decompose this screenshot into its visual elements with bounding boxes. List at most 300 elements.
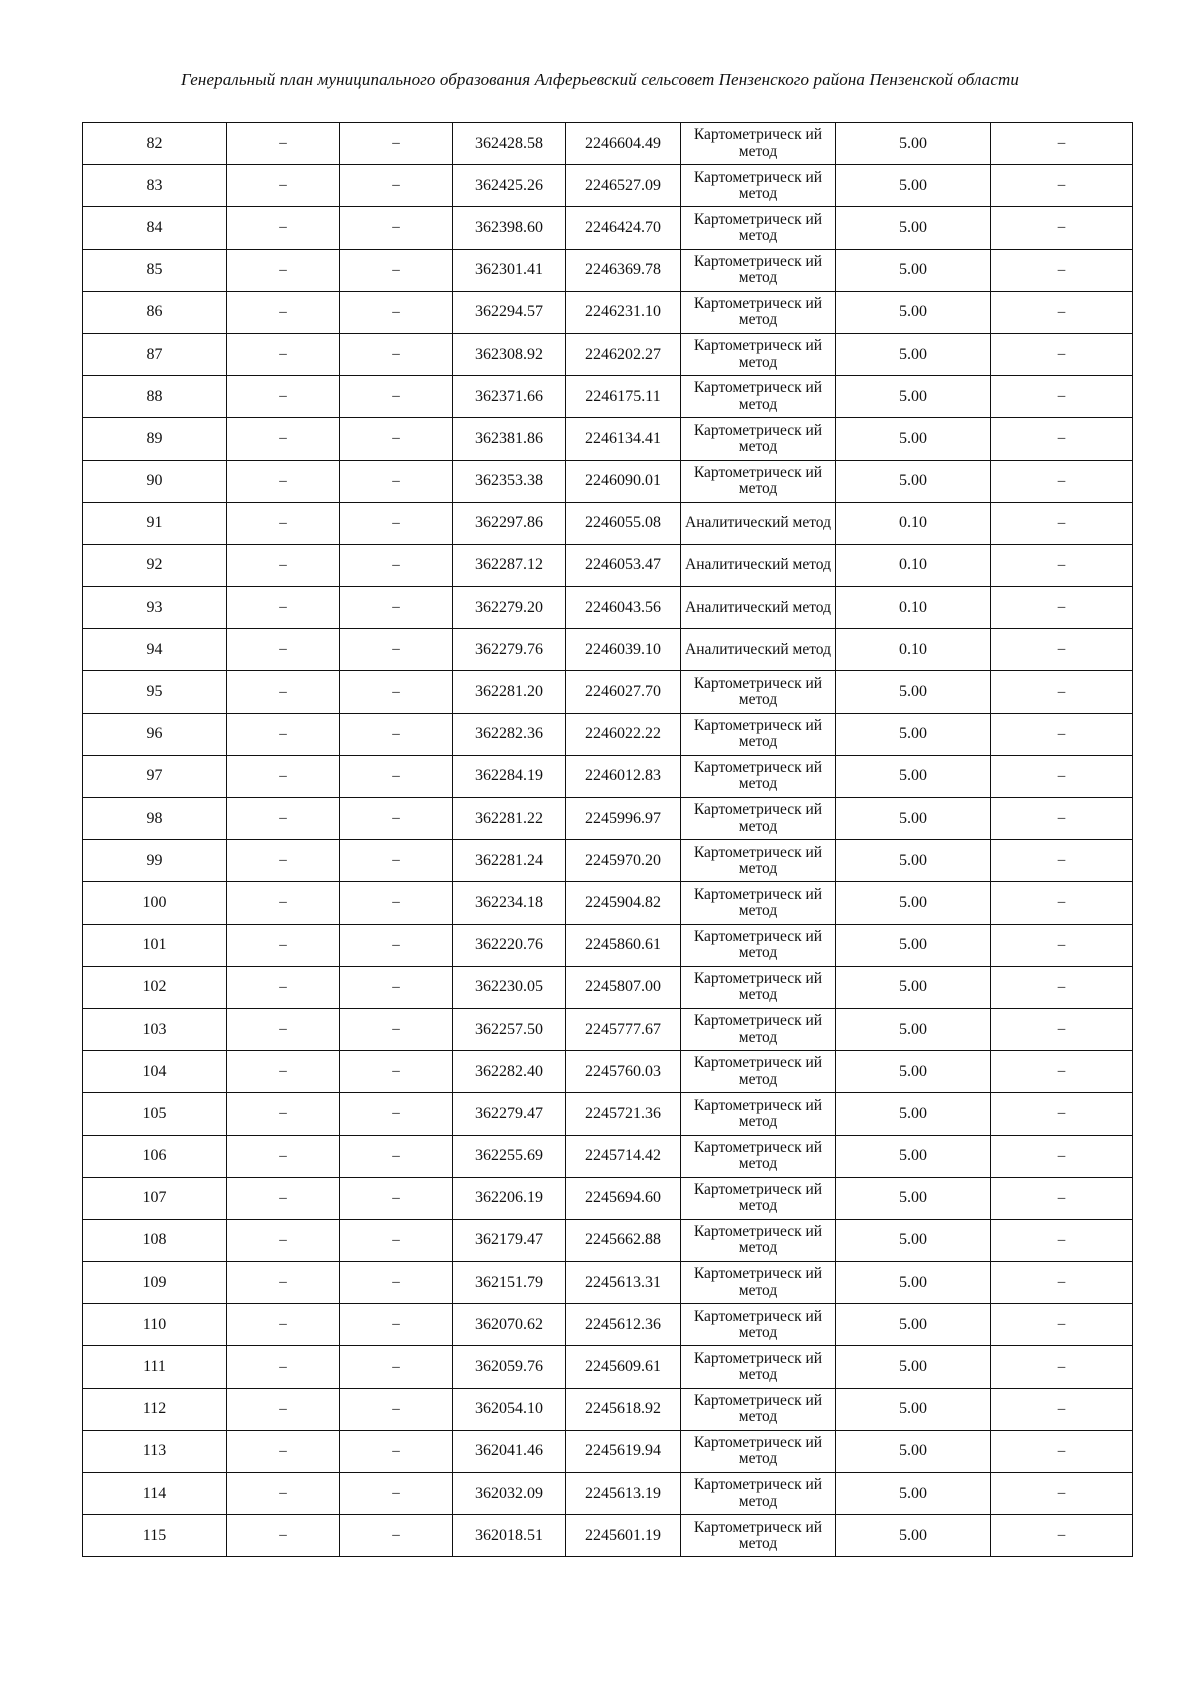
accuracy-cell: 5.00 — [836, 798, 991, 840]
x-coordinate-cell: 362220.76 — [453, 924, 566, 966]
point-number-cell: 105 — [83, 1093, 227, 1135]
y-coordinate-cell: 2245601.19 — [566, 1515, 681, 1557]
y-coordinate-cell: 2246039.10 — [566, 629, 681, 671]
empty-value-cell: – — [991, 291, 1133, 333]
empty-value-cell: – — [340, 376, 453, 418]
empty-value-cell: – — [227, 249, 340, 291]
table-row — [83, 418, 1133, 460]
y-coordinate-cell: 2245970.20 — [566, 840, 681, 882]
empty-value-cell: – — [227, 966, 340, 1008]
empty-value-cell: – — [227, 1515, 340, 1557]
y-coordinate-cell: 2246369.78 — [566, 249, 681, 291]
y-coordinate-cell: 2245609.61 — [566, 1346, 681, 1388]
table-row — [83, 966, 1133, 1008]
accuracy-cell: 5.00 — [836, 1346, 991, 1388]
table-row — [83, 1346, 1133, 1388]
empty-value-cell: – — [340, 544, 453, 586]
empty-value-cell: – — [340, 1346, 453, 1388]
empty-value-cell: – — [227, 1177, 340, 1219]
point-number-cell: 110 — [83, 1304, 227, 1346]
method-cell: Картометрическ ий метод — [681, 1219, 836, 1261]
table-row — [83, 1051, 1133, 1093]
x-coordinate-cell: 362279.47 — [453, 1093, 566, 1135]
empty-value-cell: – — [340, 713, 453, 755]
empty-value-cell: – — [340, 755, 453, 797]
x-coordinate-cell: 362281.20 — [453, 671, 566, 713]
point-number-cell: 95 — [83, 671, 227, 713]
y-coordinate-cell: 2246202.27 — [566, 333, 681, 375]
method-cell: Картометрическ ий метод — [681, 249, 836, 291]
empty-value-cell: – — [340, 460, 453, 502]
empty-value-cell: – — [340, 291, 453, 333]
accuracy-cell: 0.10 — [836, 629, 991, 671]
method-cell: Аналитический метод — [681, 544, 836, 586]
point-number-cell: 103 — [83, 1008, 227, 1050]
accuracy-cell: 5.00 — [836, 123, 991, 165]
empty-value-cell: – — [340, 671, 453, 713]
point-number-cell: 89 — [83, 418, 227, 460]
x-coordinate-cell: 362257.50 — [453, 1008, 566, 1050]
y-coordinate-cell: 2246424.70 — [566, 207, 681, 249]
accuracy-cell: 5.00 — [836, 882, 991, 924]
point-number-cell: 91 — [83, 502, 227, 544]
y-coordinate-cell: 2245694.60 — [566, 1177, 681, 1219]
accuracy-cell: 5.00 — [836, 1430, 991, 1472]
point-number-cell: 109 — [83, 1262, 227, 1304]
y-coordinate-cell: 2246175.11 — [566, 376, 681, 418]
x-coordinate-cell: 362032.09 — [453, 1473, 566, 1515]
table-row — [83, 713, 1133, 755]
table-row — [83, 1093, 1133, 1135]
empty-value-cell: – — [227, 1430, 340, 1472]
empty-value-cell: – — [991, 840, 1133, 882]
empty-value-cell: – — [340, 1473, 453, 1515]
x-coordinate-cell: 362284.19 — [453, 755, 566, 797]
method-cell: Картометрическ ий метод — [681, 1008, 836, 1050]
table-row — [83, 1219, 1133, 1261]
point-number-cell: 97 — [83, 755, 227, 797]
empty-value-cell: – — [340, 1008, 453, 1050]
empty-value-cell: – — [227, 840, 340, 882]
method-cell: Картометрическ ий метод — [681, 333, 836, 375]
accuracy-cell: 5.00 — [836, 1135, 991, 1177]
point-number-cell: 84 — [83, 207, 227, 249]
accuracy-cell: 5.00 — [836, 924, 991, 966]
table-row — [83, 1262, 1133, 1304]
point-number-cell: 113 — [83, 1430, 227, 1472]
empty-value-cell: – — [340, 882, 453, 924]
x-coordinate-cell: 362308.92 — [453, 333, 566, 375]
accuracy-cell: 5.00 — [836, 1262, 991, 1304]
empty-value-cell: – — [991, 1135, 1133, 1177]
empty-value-cell: – — [227, 207, 340, 249]
accuracy-cell: 5.00 — [836, 376, 991, 418]
table-row — [83, 460, 1133, 502]
table-row — [83, 882, 1133, 924]
empty-value-cell: – — [340, 1388, 453, 1430]
point-number-cell: 92 — [83, 544, 227, 586]
accuracy-cell: 5.00 — [836, 840, 991, 882]
empty-value-cell: – — [340, 1515, 453, 1557]
point-number-cell: 114 — [83, 1473, 227, 1515]
empty-value-cell: – — [340, 629, 453, 671]
accuracy-cell: 5.00 — [836, 1219, 991, 1261]
empty-value-cell: – — [991, 376, 1133, 418]
empty-value-cell: – — [991, 1346, 1133, 1388]
table-row — [83, 1177, 1133, 1219]
empty-value-cell: – — [991, 629, 1133, 671]
accuracy-cell: 5.00 — [836, 1177, 991, 1219]
method-cell: Картометрическ ий метод — [681, 1177, 836, 1219]
x-coordinate-cell: 362230.05 — [453, 966, 566, 1008]
empty-value-cell: – — [227, 671, 340, 713]
table-row — [83, 924, 1133, 966]
empty-value-cell: – — [340, 924, 453, 966]
table-row — [83, 587, 1133, 629]
empty-value-cell: – — [227, 123, 340, 165]
method-cell: Картометрическ ий метод — [681, 460, 836, 502]
method-cell: Картометрическ ий метод — [681, 713, 836, 755]
point-number-cell: 82 — [83, 123, 227, 165]
y-coordinate-cell: 2245721.36 — [566, 1093, 681, 1135]
method-cell: Картометрическ ий метод — [681, 966, 836, 1008]
empty-value-cell: – — [991, 798, 1133, 840]
y-coordinate-cell: 2246022.22 — [566, 713, 681, 755]
table-row — [83, 798, 1133, 840]
empty-value-cell: – — [991, 1051, 1133, 1093]
empty-value-cell: – — [340, 840, 453, 882]
y-coordinate-cell: 2246053.47 — [566, 544, 681, 586]
x-coordinate-cell: 362234.18 — [453, 882, 566, 924]
table-row — [83, 840, 1133, 882]
empty-value-cell: – — [340, 587, 453, 629]
x-coordinate-cell: 362281.22 — [453, 798, 566, 840]
empty-value-cell: – — [340, 1262, 453, 1304]
method-cell: Картометрическ ий метод — [681, 924, 836, 966]
empty-value-cell: – — [991, 755, 1133, 797]
method-cell: Картометрическ ий метод — [681, 165, 836, 207]
accuracy-cell: 5.00 — [836, 418, 991, 460]
table-row — [83, 629, 1133, 671]
y-coordinate-cell: 2245662.88 — [566, 1219, 681, 1261]
accuracy-cell: 5.00 — [836, 671, 991, 713]
y-coordinate-cell: 2246134.41 — [566, 418, 681, 460]
x-coordinate-cell: 362371.66 — [453, 376, 566, 418]
method-cell: Картометрическ ий метод — [681, 291, 836, 333]
accuracy-cell: 5.00 — [836, 1473, 991, 1515]
empty-value-cell: – — [991, 1219, 1133, 1261]
empty-value-cell: – — [991, 165, 1133, 207]
empty-value-cell: – — [340, 1051, 453, 1093]
table-row — [83, 544, 1133, 586]
y-coordinate-cell: 2245612.36 — [566, 1304, 681, 1346]
empty-value-cell: – — [340, 333, 453, 375]
table-row — [83, 249, 1133, 291]
y-coordinate-cell: 2245760.03 — [566, 1051, 681, 1093]
empty-value-cell: – — [991, 1093, 1133, 1135]
accuracy-cell: 5.00 — [836, 1093, 991, 1135]
x-coordinate-cell: 362294.57 — [453, 291, 566, 333]
empty-value-cell: – — [340, 249, 453, 291]
accuracy-cell: 5.00 — [836, 291, 991, 333]
point-number-cell: 100 — [83, 882, 227, 924]
empty-value-cell: – — [991, 418, 1133, 460]
accuracy-cell: 5.00 — [836, 1304, 991, 1346]
table-row — [83, 755, 1133, 797]
empty-value-cell: – — [227, 376, 340, 418]
accuracy-cell: 5.00 — [836, 207, 991, 249]
empty-value-cell: – — [227, 713, 340, 755]
empty-value-cell: – — [227, 1473, 340, 1515]
table-row — [83, 671, 1133, 713]
y-coordinate-cell: 2246027.70 — [566, 671, 681, 713]
empty-value-cell: – — [227, 333, 340, 375]
x-coordinate-cell: 362059.76 — [453, 1346, 566, 1388]
accuracy-cell: 5.00 — [836, 333, 991, 375]
method-cell: Аналитический метод — [681, 629, 836, 671]
accuracy-cell: 0.10 — [836, 587, 991, 629]
x-coordinate-cell: 362282.36 — [453, 713, 566, 755]
method-cell: Картометрическ ий метод — [681, 1430, 836, 1472]
method-cell: Картометрическ ий метод — [681, 376, 836, 418]
empty-value-cell: – — [227, 165, 340, 207]
accuracy-cell: 5.00 — [836, 966, 991, 1008]
empty-value-cell: – — [227, 1135, 340, 1177]
point-number-cell: 98 — [83, 798, 227, 840]
empty-value-cell: – — [227, 587, 340, 629]
empty-value-cell: – — [991, 671, 1133, 713]
empty-value-cell: – — [227, 418, 340, 460]
x-coordinate-cell: 362279.76 — [453, 629, 566, 671]
empty-value-cell: – — [991, 249, 1133, 291]
y-coordinate-cell: 2246043.56 — [566, 587, 681, 629]
empty-value-cell: – — [227, 1388, 340, 1430]
method-cell: Картометрическ ий метод — [681, 1473, 836, 1515]
point-number-cell: 112 — [83, 1388, 227, 1430]
x-coordinate-cell: 362381.86 — [453, 418, 566, 460]
table-row — [83, 1008, 1133, 1050]
empty-value-cell: – — [227, 1093, 340, 1135]
empty-value-cell: – — [227, 544, 340, 586]
empty-value-cell: – — [340, 1093, 453, 1135]
point-number-cell: 111 — [83, 1346, 227, 1388]
table-row — [83, 1515, 1133, 1557]
point-number-cell: 87 — [83, 333, 227, 375]
empty-value-cell: – — [227, 1304, 340, 1346]
empty-value-cell: – — [227, 1008, 340, 1050]
point-number-cell: 104 — [83, 1051, 227, 1093]
x-coordinate-cell: 362018.51 — [453, 1515, 566, 1557]
method-cell: Картометрическ ий метод — [681, 1515, 836, 1557]
table-row — [83, 165, 1133, 207]
empty-value-cell: – — [227, 798, 340, 840]
x-coordinate-cell: 362255.69 — [453, 1135, 566, 1177]
empty-value-cell: – — [991, 1304, 1133, 1346]
y-coordinate-cell: 2246012.83 — [566, 755, 681, 797]
accuracy-cell: 5.00 — [836, 1388, 991, 1430]
table-body — [83, 123, 1133, 1557]
y-coordinate-cell: 2245613.31 — [566, 1262, 681, 1304]
table-row — [83, 502, 1133, 544]
table-row — [83, 376, 1133, 418]
empty-value-cell: – — [340, 1219, 453, 1261]
method-cell: Картометрическ ий метод — [681, 123, 836, 165]
empty-value-cell: – — [227, 882, 340, 924]
y-coordinate-cell: 2245777.67 — [566, 1008, 681, 1050]
y-coordinate-cell: 2245860.61 — [566, 924, 681, 966]
empty-value-cell: – — [340, 798, 453, 840]
point-number-cell: 115 — [83, 1515, 227, 1557]
empty-value-cell: – — [991, 123, 1133, 165]
y-coordinate-cell: 2245807.00 — [566, 966, 681, 1008]
method-cell: Картометрическ ий метод — [681, 1304, 836, 1346]
y-coordinate-cell: 2245618.92 — [566, 1388, 681, 1430]
x-coordinate-cell: 362287.12 — [453, 544, 566, 586]
empty-value-cell: – — [991, 587, 1133, 629]
table-row — [83, 291, 1133, 333]
method-cell: Картометрическ ий метод — [681, 418, 836, 460]
method-cell: Картометрическ ий метод — [681, 1135, 836, 1177]
y-coordinate-cell: 2246527.09 — [566, 165, 681, 207]
point-number-cell: 102 — [83, 966, 227, 1008]
method-cell: Картометрическ ий метод — [681, 1051, 836, 1093]
empty-value-cell: – — [991, 1515, 1133, 1557]
empty-value-cell: – — [991, 1008, 1133, 1050]
accuracy-cell: 5.00 — [836, 1008, 991, 1050]
table-row — [83, 1388, 1133, 1430]
empty-value-cell: – — [227, 502, 340, 544]
empty-value-cell: – — [340, 966, 453, 1008]
point-number-cell: 96 — [83, 713, 227, 755]
table-row — [83, 1135, 1133, 1177]
point-number-cell: 86 — [83, 291, 227, 333]
point-number-cell: 88 — [83, 376, 227, 418]
empty-value-cell: – — [227, 291, 340, 333]
method-cell: Картометрическ ий метод — [681, 840, 836, 882]
point-number-cell: 85 — [83, 249, 227, 291]
empty-value-cell: – — [340, 165, 453, 207]
empty-value-cell: – — [340, 418, 453, 460]
y-coordinate-cell: 2245904.82 — [566, 882, 681, 924]
x-coordinate-cell: 362206.19 — [453, 1177, 566, 1219]
empty-value-cell: – — [227, 1219, 340, 1261]
x-coordinate-cell: 362428.58 — [453, 123, 566, 165]
empty-value-cell: – — [227, 460, 340, 502]
page-header: Генеральный план муниципального образования Алферьевский сельсовет Пензенского района Пензенской области — [181, 70, 1019, 89]
y-coordinate-cell: 2245714.42 — [566, 1135, 681, 1177]
empty-value-cell: – — [991, 1388, 1133, 1430]
x-coordinate-cell: 362282.40 — [453, 1051, 566, 1093]
empty-value-cell: – — [227, 924, 340, 966]
empty-value-cell: – — [340, 123, 453, 165]
y-coordinate-cell: 2246231.10 — [566, 291, 681, 333]
x-coordinate-cell: 362151.79 — [453, 1262, 566, 1304]
table-row — [83, 333, 1133, 375]
x-coordinate-cell: 362041.46 — [453, 1430, 566, 1472]
point-number-cell: 108 — [83, 1219, 227, 1261]
empty-value-cell: – — [991, 502, 1133, 544]
y-coordinate-cell: 2246055.08 — [566, 502, 681, 544]
empty-value-cell: – — [227, 1262, 340, 1304]
point-number-cell: 93 — [83, 587, 227, 629]
method-cell: Картометрическ ий метод — [681, 1262, 836, 1304]
table-row — [83, 1473, 1133, 1515]
method-cell: Картометрическ ий метод — [681, 1388, 836, 1430]
point-number-cell: 90 — [83, 460, 227, 502]
x-coordinate-cell: 362179.47 — [453, 1219, 566, 1261]
accuracy-cell: 0.10 — [836, 544, 991, 586]
empty-value-cell: – — [340, 502, 453, 544]
y-coordinate-cell: 2246090.01 — [566, 460, 681, 502]
empty-value-cell: – — [227, 1051, 340, 1093]
empty-value-cell: – — [991, 333, 1133, 375]
accuracy-cell: 5.00 — [836, 460, 991, 502]
point-number-cell: 94 — [83, 629, 227, 671]
accuracy-cell: 5.00 — [836, 249, 991, 291]
table-row — [83, 123, 1133, 165]
empty-value-cell: – — [991, 1430, 1133, 1472]
empty-value-cell: – — [991, 713, 1133, 755]
empty-value-cell: – — [227, 1346, 340, 1388]
method-cell: Аналитический метод — [681, 587, 836, 629]
table-row — [83, 207, 1133, 249]
y-coordinate-cell: 2245613.19 — [566, 1473, 681, 1515]
method-cell: Картометрическ ий метод — [681, 798, 836, 840]
point-number-cell: 106 — [83, 1135, 227, 1177]
x-coordinate-cell: 362297.86 — [453, 502, 566, 544]
method-cell: Картометрическ ий метод — [681, 1346, 836, 1388]
accuracy-cell: 5.00 — [836, 755, 991, 797]
x-coordinate-cell: 362301.41 — [453, 249, 566, 291]
method-cell: Картометрическ ий метод — [681, 755, 836, 797]
accuracy-cell: 5.00 — [836, 1051, 991, 1093]
empty-value-cell: – — [340, 207, 453, 249]
empty-value-cell: – — [991, 966, 1133, 1008]
empty-value-cell: – — [340, 1135, 453, 1177]
y-coordinate-cell: 2245996.97 — [566, 798, 681, 840]
method-cell: Картометрическ ий метод — [681, 882, 836, 924]
empty-value-cell: – — [991, 544, 1133, 586]
y-coordinate-cell: 2245619.94 — [566, 1430, 681, 1472]
x-coordinate-cell: 362353.38 — [453, 460, 566, 502]
x-coordinate-cell: 362279.20 — [453, 587, 566, 629]
accuracy-cell: 5.00 — [836, 1515, 991, 1557]
table-row — [83, 1430, 1133, 1472]
point-number-cell: 107 — [83, 1177, 227, 1219]
coordinates-table — [82, 122, 1133, 1557]
empty-value-cell: – — [991, 882, 1133, 924]
accuracy-cell: 5.00 — [836, 165, 991, 207]
empty-value-cell: – — [991, 207, 1133, 249]
empty-value-cell: – — [227, 629, 340, 671]
empty-value-cell: – — [991, 924, 1133, 966]
method-cell: Картометрическ ий метод — [681, 671, 836, 713]
empty-value-cell: – — [991, 1177, 1133, 1219]
x-coordinate-cell: 362281.24 — [453, 840, 566, 882]
method-cell: Картометрическ ий метод — [681, 207, 836, 249]
x-coordinate-cell: 362054.10 — [453, 1388, 566, 1430]
empty-value-cell: – — [340, 1430, 453, 1472]
point-number-cell: 99 — [83, 840, 227, 882]
x-coordinate-cell: 362070.62 — [453, 1304, 566, 1346]
empty-value-cell: – — [991, 460, 1133, 502]
empty-value-cell: – — [340, 1177, 453, 1219]
x-coordinate-cell: 362425.26 — [453, 165, 566, 207]
x-coordinate-cell: 362398.60 — [453, 207, 566, 249]
table-row — [83, 1304, 1133, 1346]
y-coordinate-cell: 2246604.49 — [566, 123, 681, 165]
empty-value-cell: – — [991, 1262, 1133, 1304]
